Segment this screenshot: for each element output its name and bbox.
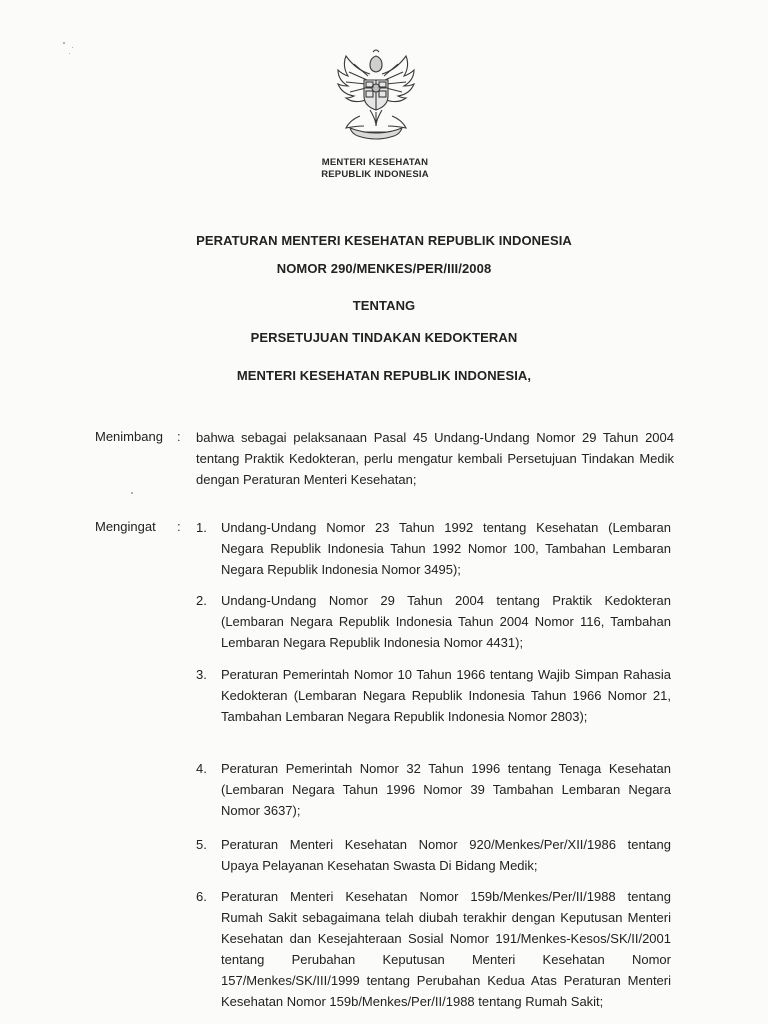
garuda-icon: [330, 46, 422, 142]
menimbang-colon: :: [177, 429, 181, 444]
item-text: Peraturan Pemerintah Nomor 10 Tahun 1966 tentang Wajib Simpan Rahasia Kedokteran (Lembaran Negara Republik Indonesia Tahun 1966 Nomor 21, Tambahan Lembaran Negara Republik Indonesia Nomor 2803);: [221, 667, 671, 724]
item-number: 6.: [196, 889, 207, 904]
item-text: Peraturan Menteri Kesehatan Nomor 159b/Menkes/Per/II/1988 tentang Rumah Sakit sebagaimana telah diubah terakhir dengan Keputusan Menteri Kesehatan dan Kesejahteraan Sosial Nomor 191/Menkes-Kesos/SK/II/2001 tentang Perubahan Keputusan Menteri Kesehatan Nomor 157/Menkes/SK/III/1999 tentang Perubahan Kedua Atas Peraturan Menteri Kesehatan Nomor 159b/Menkes/Per/II/1988 tentang Rumah Sakit;: [221, 889, 671, 1009]
item-number: 4.: [196, 761, 207, 776]
item-number: 2.: [196, 593, 207, 608]
mengingat-label: Mengingat: [95, 519, 156, 534]
minister-heading: MENTERI KESEHATAN REPUBLIK INDONESIA,: [236, 368, 532, 383]
item-number: 5.: [196, 837, 207, 852]
item-text: Peraturan Menteri Kesehatan Nomor 920/Menkes/Per/XII/1986 tentang Upaya Pelayanan Kesehatan Swasta Di Bidang Medik;: [221, 837, 671, 873]
item-text: Peraturan Pemerintah Nomor 32 Tahun 1996 tentang Tenaga Kesehatan (Lembaran Negara Tahun 1996 Nomor 39 Tambahan Lembaran Negara Nomor 3637);: [221, 761, 671, 818]
issuer-line-2: REPUBLIK INDONESIA: [321, 169, 429, 180]
scan-speck: [69, 53, 70, 54]
scan-speck: [63, 42, 65, 44]
issuer-header: [300, 157, 450, 181]
issuer-line-1: MENTERI KESEHATAN: [321, 157, 429, 168]
menimbang-text: bahwa sebagai pelaksanaan Pasal 45 Undang-Undang Nomor 29 Tahun 2004 tentang Praktik Kedokteran, perlu mengatur kembali Persetujuan Tindakan Medik dengan Peraturan Menteri Kesehatan;: [196, 430, 674, 487]
regulation-title: PERATURAN MENTERI KESEHATAN REPUBLIK INDONESIA: [196, 233, 572, 248]
item-text: Undang-Undang Nomor 23 Tahun 1992 tentang Kesehatan (Lembaran Negara Republik Indonesia Tahun 1992 Nomor 100, Tambahan Lembaran Negara Republik Indonesia Nomor 3495);: [221, 520, 671, 577]
mengingat-colon: :: [177, 519, 181, 534]
menimbang-label: Menimbang: [95, 429, 163, 444]
scan-speck: [131, 492, 133, 494]
regulation-subject: PERSETUJUAN TINDAKAN KEDOKTERAN: [250, 330, 518, 345]
item-text: Undang-Undang Nomor 29 Tahun 2004 tentang Praktik Kedokteran (Lembaran Negara Republik Indonesia Tahun 2004 Nomor 116, Tambahan Lembaran Negara Republik Indonesia Nomor 4431);: [221, 593, 671, 650]
scan-speck: [72, 47, 73, 48]
regulation-number: NOMOR 290/MENKES/PER/III/2008: [276, 261, 492, 276]
regulation-tentang: TENTANG: [352, 298, 416, 313]
item-number: 1.: [196, 520, 207, 535]
item-number: 3.: [196, 667, 207, 682]
garuda-emblem: [330, 46, 422, 142]
